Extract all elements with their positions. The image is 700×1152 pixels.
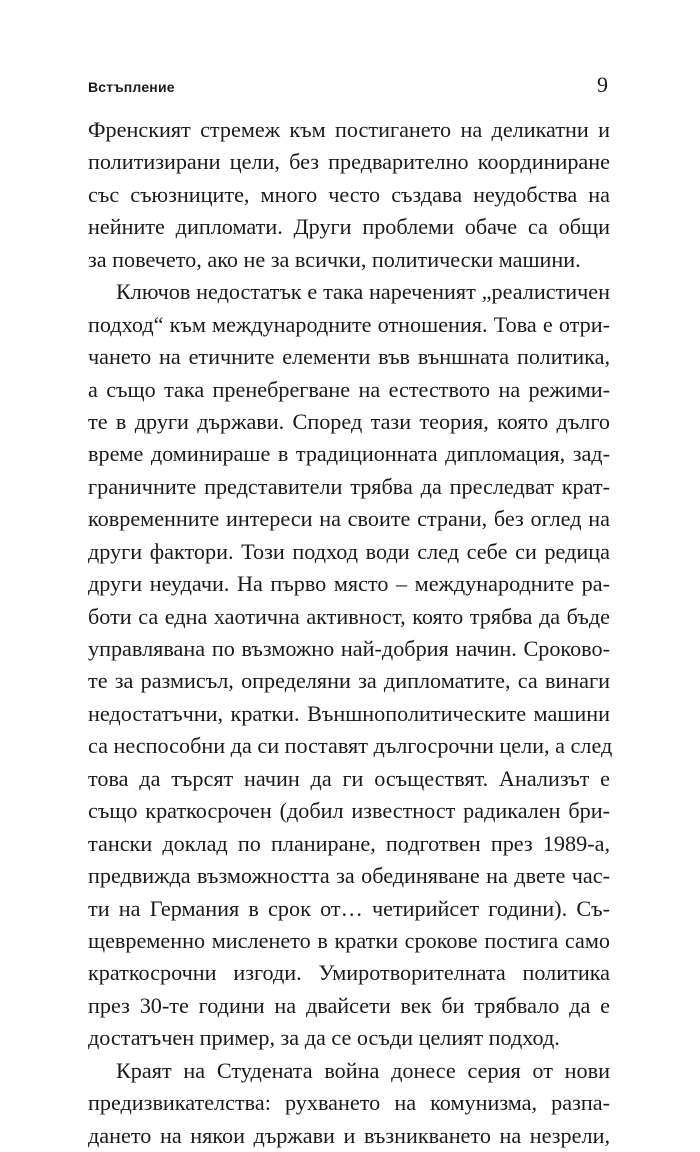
text-line: а също така пренебрегване на естеството на режими-: [88, 376, 610, 402]
text-line: други неудачи. На първо място – международните ра-: [88, 571, 610, 597]
text-line: също краткосрочен (добил известност радикален бри-: [88, 798, 610, 824]
text-line: достатъчен пример, за да се осъди целият подход.: [88, 1025, 560, 1051]
body-text: [88, 114, 613, 1152]
text-line: предизвикателства: рухването на комунизма, разпа-: [88, 1090, 610, 1116]
text-line: боти са една хаотична активност, която трябва да бъде: [88, 603, 610, 629]
text-line: граничните представители трябва да преследват крат-: [88, 473, 610, 499]
text-line: време доминираше в традиционната дипломация, зад-: [88, 441, 610, 467]
text-line: ти на Германия в срок от… четирийсет години). Съ-: [88, 895, 610, 921]
text-line: Ключов недостатък е така нареченият „реалистичен: [116, 279, 610, 305]
text-line: Краят на Студената война донесе серия от нови: [116, 1057, 610, 1083]
text-line: управлявана по възможно най-добрия начин. Сроково-: [88, 636, 610, 661]
text-line: за повечето, ако не за всички, политически машини.: [88, 246, 581, 272]
text-line: краткосрочни изгоди. Умиротворителната политика: [88, 960, 610, 986]
running-head: Встъпление: [88, 79, 175, 95]
text-line: това да търсят начин да ги осъществят. Анализът е: [88, 765, 610, 791]
text-line: подход“ към международните отношения. Това е отри-: [88, 311, 610, 337]
paragraph: [88, 1055, 610, 1152]
text-line: нейните дипломати. Други проблеми обаче са общи: [88, 214, 610, 240]
text-line: други фактори. Този подход води след себе си редица: [88, 538, 610, 564]
text-line: дането на някои държави и възникването на незрели,: [88, 1122, 610, 1148]
paragraph: [88, 114, 610, 276]
text-line: тански доклад по планиране, подготвен през 1989-а,: [88, 830, 610, 856]
text-line: недостатъчни, кратки. Външнополитическите машини: [88, 700, 610, 726]
text-line: със съюзниците, много често създава неудобства на: [88, 181, 610, 207]
page-number: 9: [597, 72, 608, 97]
text-line: те в други държави. Според тази теория, която дълго: [88, 408, 610, 434]
text-line: предвижда възможността за обединяване на двете час-: [88, 863, 610, 889]
text-line: през 30-те години на двайсети век би трябвало да е: [88, 992, 610, 1018]
text-line: Френският стремеж към постигането на деликатни и: [88, 117, 610, 142]
text-line: ковременните интереси на своите страни, без оглед на: [88, 506, 610, 532]
paragraph: [88, 276, 613, 1055]
text-line: са неспособни да си поставят дългосрочни цели, а след: [88, 733, 613, 759]
text-line: чането на етичните елементи във външната политика,: [88, 344, 610, 370]
text-line: политизирани цели, без предварително координиране: [88, 149, 610, 175]
text-line: те за размисъл, определяни за дипломатите, са винаги: [88, 668, 610, 694]
text-line: щевременно мисленето в кратки срокове постига само: [88, 927, 610, 953]
